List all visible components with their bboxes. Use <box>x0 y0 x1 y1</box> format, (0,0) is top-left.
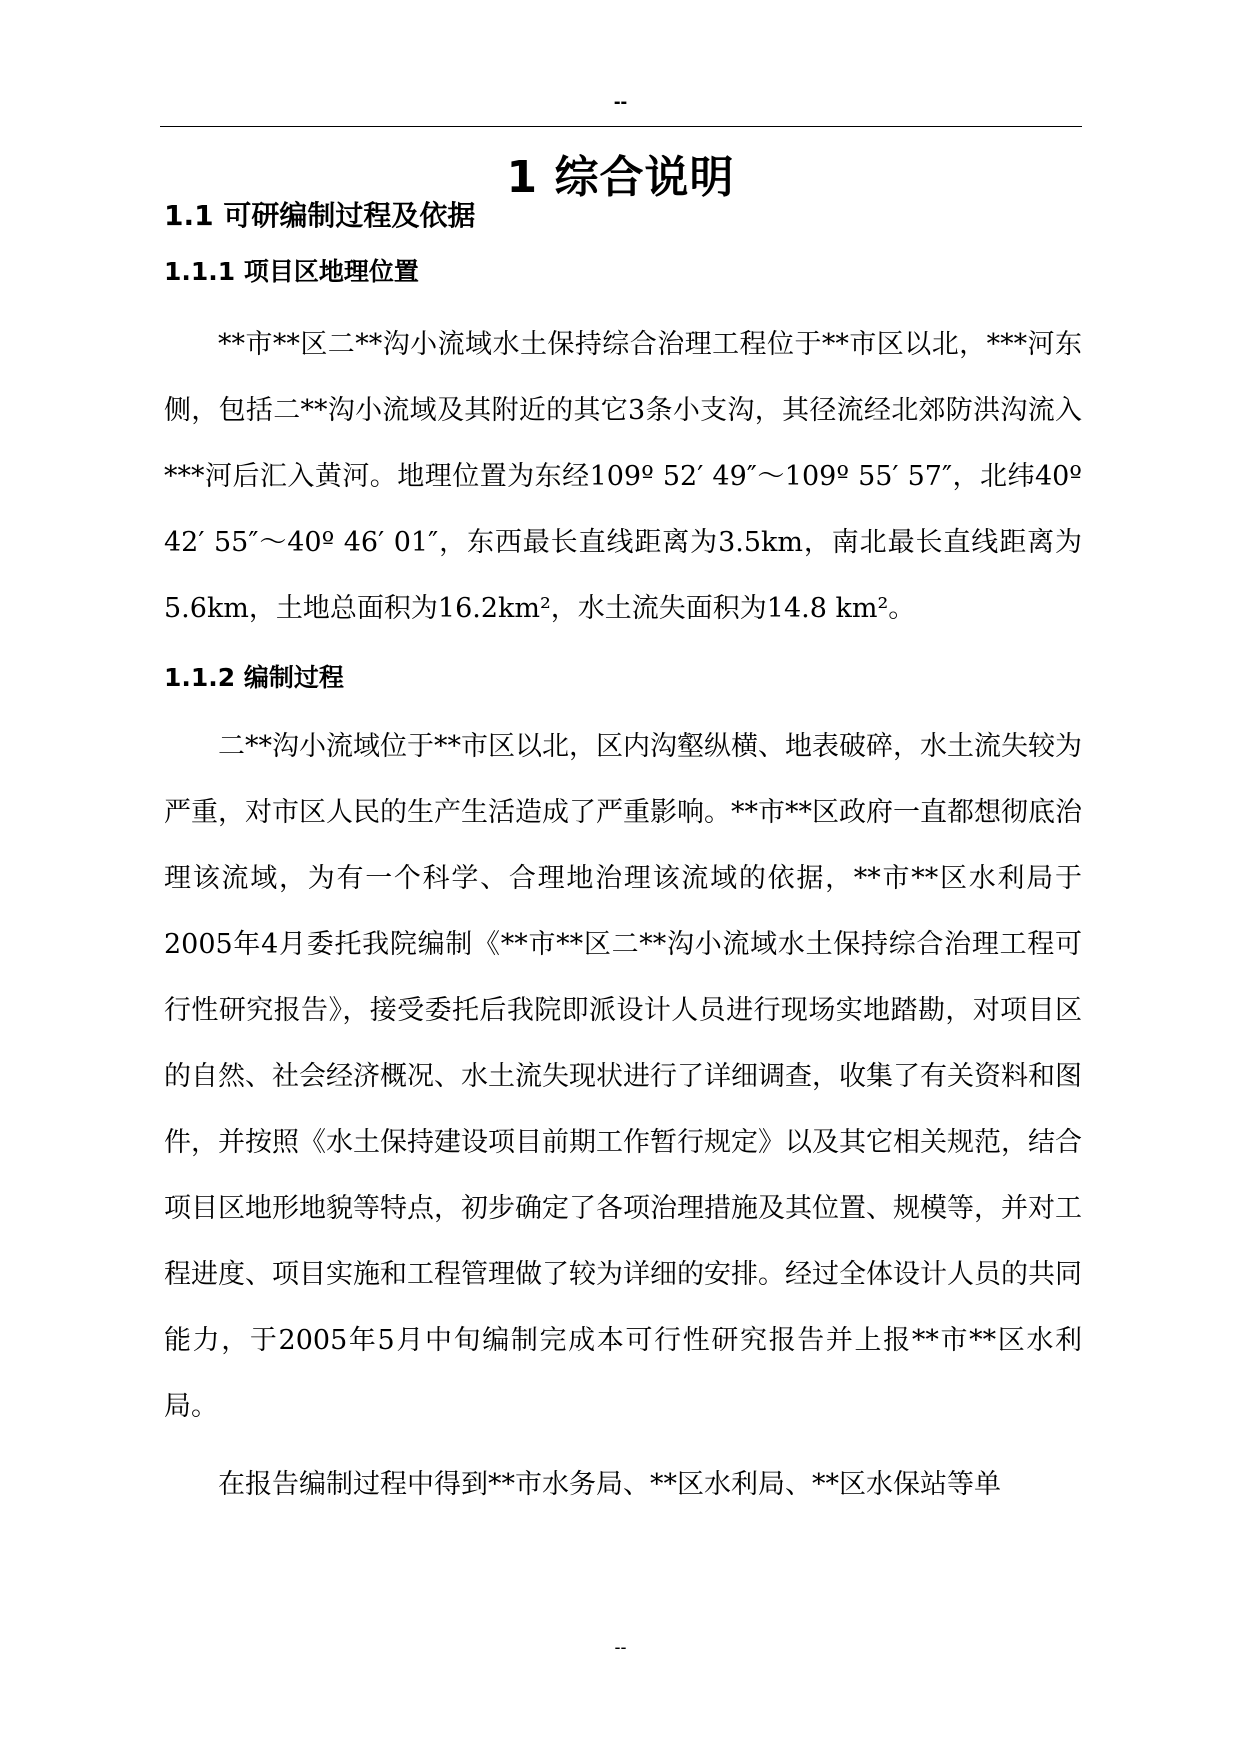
paragraph-process: 二**沟小流域位于**市区以北，区内沟壑纵横、地表破碎，水土流失较为严重，对市区人民的生产生活造成了严重影响。**市**区政府一直都想彻底治理该流域，为有一个科学、合理地治理该流域的依据，**市**区水利局于2005年4月委托我院编制《**市**区二**沟小流域水土保持综合治理工程可行性研究报告》，接受委托后我院即派设计人员进行现场实地踏勘，对项目区的自然、社会经济概况、水土流失现状进行了详细调查，收集了有关资料和图件，并按照《水土保持建设项目前期工作暂行规定》以及其它相关规范，结合项目区地形地貌等特点，初步确定了各项治理措施及其位置、规模等，并对工程进度、项目实施和工程管理做了较为详细的安排。经过全体设计人员的共同能力，于2005年5月中旬编制完成本可行性研究报告并上报**市**区水利局。 <box>164 731 1082 1422</box>
chapter-title: 1 综合说明 <box>506 152 735 203</box>
page-header-mark: -- <box>613 91 628 113</box>
header-divider <box>160 126 1082 127</box>
subsection-heading-location: 1.1.1 项目区地理位置 <box>164 257 419 286</box>
paragraph-location: **市**区二**沟小流域水土保持综合治理工程位于**市区以北，***河东侧，包括二**沟小流域及其附近的其它3条小支沟，其径流经北郊防洪沟流入***河后汇入黄河。地理位置为东经109º 52′ 49″～109º 55′ 57″，北纬40º 42′ 55″～40º 46′ 01″，东西最长直线距离为3.5km，南北最长直线距离为5.6km，土地总面积为16.2km²，水土流失面积为14.8 km²。 <box>164 329 1082 624</box>
paragraph-acknowledgement: 在报告编制过程中得到**市水务局、**区水利局、**区水保站等单 <box>218 1469 1001 1500</box>
subsection-heading-process: 1.1.2 编制过程 <box>164 663 344 692</box>
page-footer-mark: -- <box>614 1637 627 1657</box>
section-heading: 1.1 可研编制过程及依据 <box>164 199 476 232</box>
